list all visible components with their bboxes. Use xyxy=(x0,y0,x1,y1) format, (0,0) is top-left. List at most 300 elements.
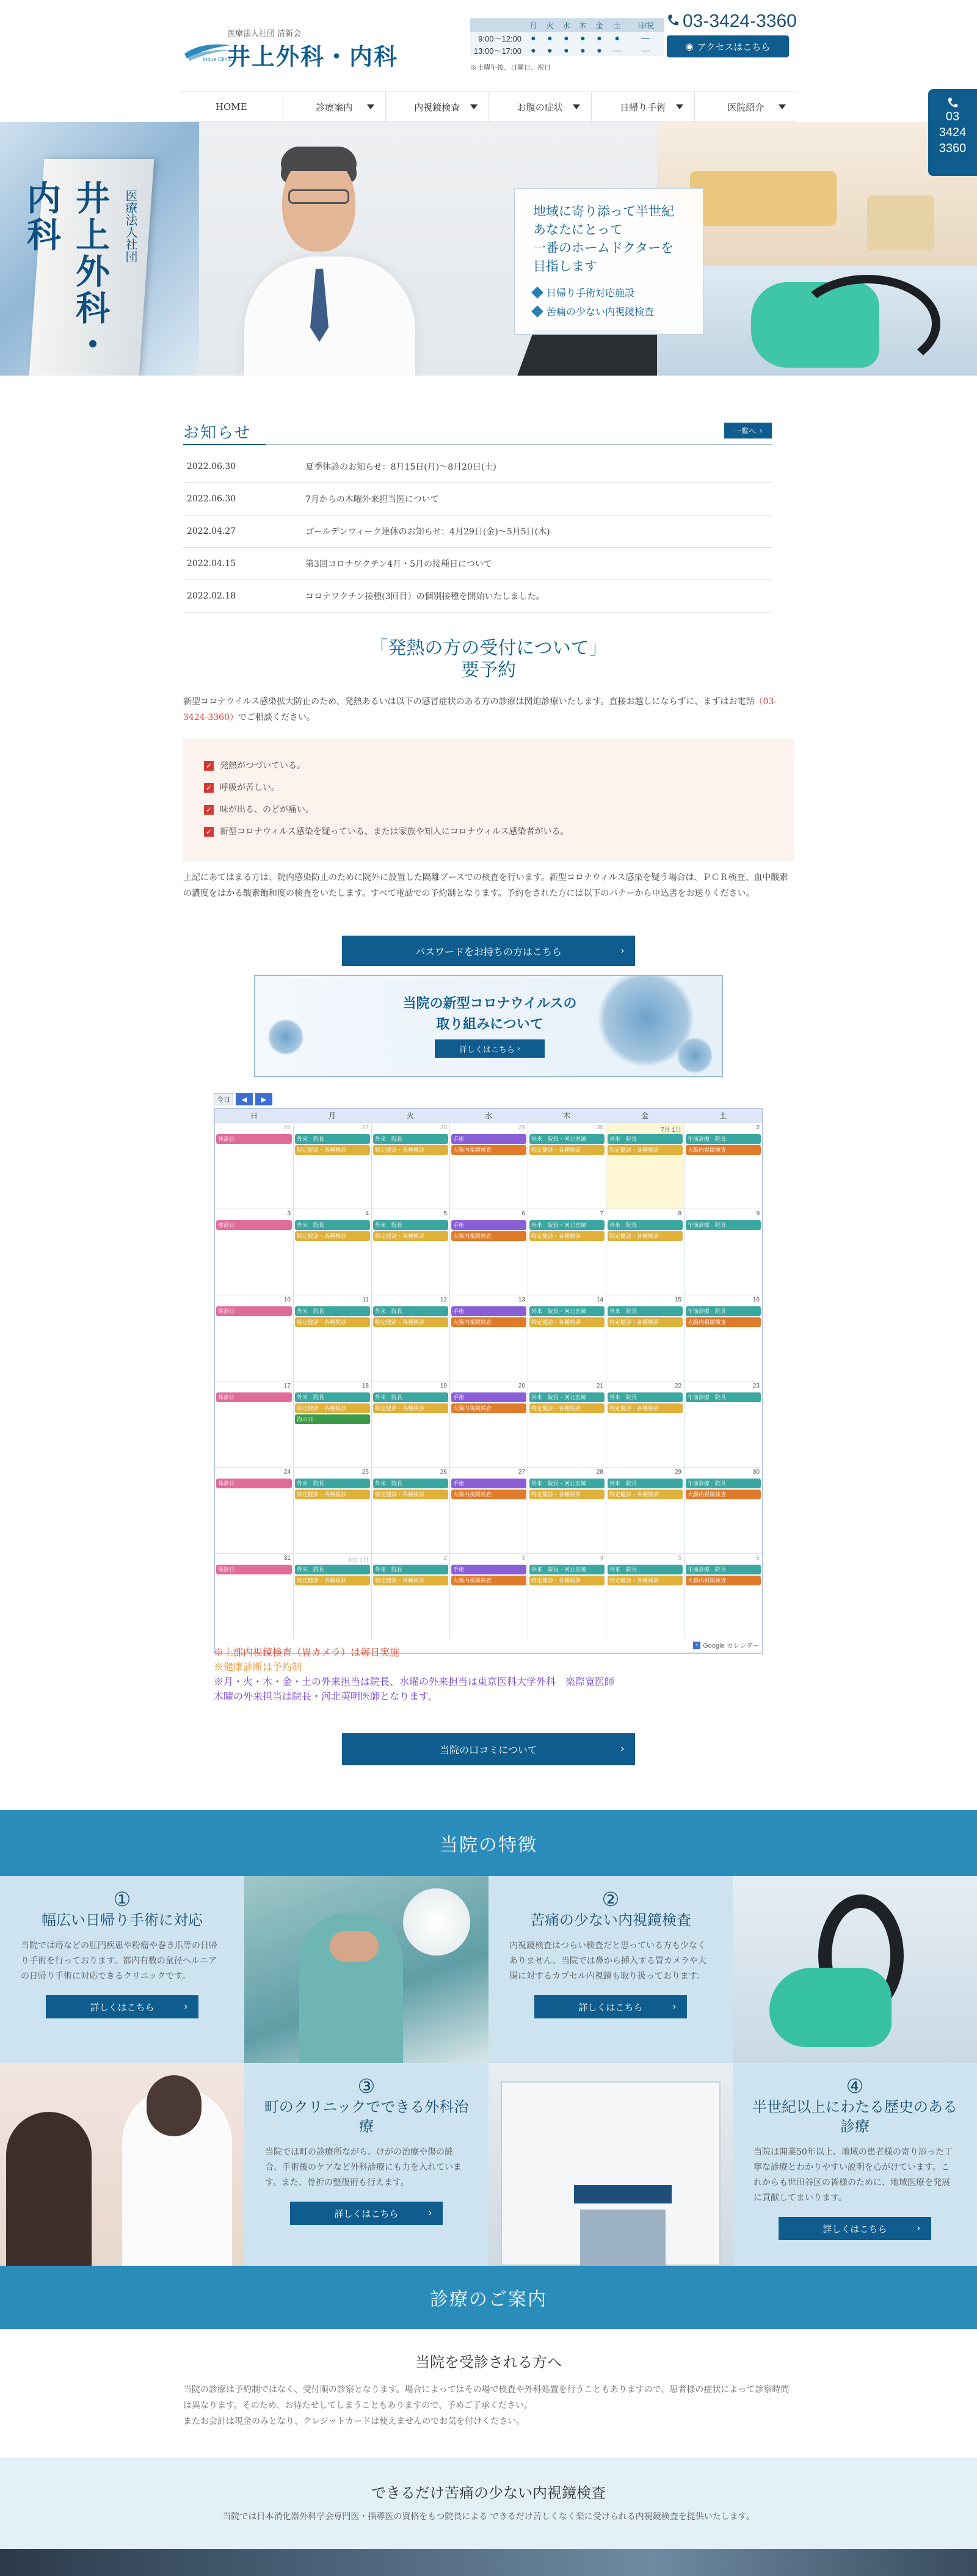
calendar-event[interactable]: 特定健診・各種検診 xyxy=(295,1145,370,1155)
calendar-week xyxy=(215,1295,762,1381)
calendar-day[interactable] xyxy=(215,1468,293,1553)
calendar-day[interactable] xyxy=(371,1209,449,1295)
calendar-week xyxy=(215,1467,762,1553)
calendar-day[interactable] xyxy=(293,1123,371,1209)
calendar-event[interactable]: 外来 院長 xyxy=(295,1479,370,1488)
office-hours-table xyxy=(470,18,664,56)
nurse-hair xyxy=(147,2075,202,2136)
nav-label: 日帰り手術 xyxy=(620,101,666,113)
day-number: 29 xyxy=(674,1469,681,1475)
calendar-event[interactable]: 特定健診・各種検診 xyxy=(608,1490,683,1499)
calendar-event[interactable]: 外来 院長 xyxy=(373,1134,448,1144)
calendar-event[interactable]: 特定健診・各種検診 xyxy=(373,1231,448,1241)
day-number: 28 xyxy=(596,1469,603,1475)
news-title: お知らせ xyxy=(183,424,252,442)
corona-banner-title xyxy=(255,993,723,1035)
day-number: 31 xyxy=(283,1555,291,1562)
calendar-day[interactable] xyxy=(371,1295,449,1381)
hours-day: 木 xyxy=(575,18,591,32)
feature-btn-label: 詳しくはこちら xyxy=(90,2001,154,2013)
calendar-weekdays xyxy=(215,1109,762,1122)
calendar-event[interactable]: 休診日 xyxy=(216,1479,292,1488)
calendar-event[interactable]: 特定健診・各種検診 xyxy=(608,1145,683,1155)
side-tel-part: 3360 xyxy=(939,142,967,155)
calendar-day[interactable] xyxy=(371,1381,449,1467)
calendar-event[interactable]: 午前診療 院長 xyxy=(686,1306,761,1316)
calendar-day[interactable] xyxy=(215,1381,293,1467)
hours-mark: ― xyxy=(627,44,664,56)
calendar-day[interactable] xyxy=(684,1468,762,1553)
calendar-day[interactable] xyxy=(684,1381,762,1467)
calendar-day[interactable] xyxy=(684,1295,762,1381)
calendar-event[interactable]: 手術 xyxy=(451,1134,526,1144)
day-number: 5 xyxy=(678,1555,681,1562)
chevron-right-icon: › xyxy=(672,2001,676,2012)
surgeon-face xyxy=(330,1931,379,1962)
day-number: 29 xyxy=(518,1124,525,1131)
calendar-event[interactable]: 特定健診・各種検診 xyxy=(608,1231,683,1241)
feature-card-1 xyxy=(0,1876,244,2063)
calendar-event[interactable]: 外来 院長 xyxy=(373,1392,448,1402)
calendar-event[interactable]: 大腸内視鏡検査 xyxy=(451,1231,526,1241)
calendar-event[interactable]: 手術 xyxy=(451,1220,526,1230)
weekday: 木 xyxy=(562,1112,570,1120)
hero-feature xyxy=(533,285,685,299)
news-date: 2022.06.30 xyxy=(187,494,236,504)
calendar-day[interactable] xyxy=(606,1381,684,1467)
fever-tel[interactable]: （03-3424-3360） xyxy=(183,697,777,722)
calendar-day[interactable] xyxy=(684,1209,762,1295)
chevron-right-icon: › xyxy=(517,1044,521,1053)
header-phone-number[interactable]: 03-3424-3360 xyxy=(683,11,797,31)
day-number: 6 xyxy=(756,1555,760,1562)
calendar-event[interactable]: 外来 院長 xyxy=(608,1479,683,1488)
calendar-event[interactable]: 休診日 xyxy=(216,1134,292,1144)
chevron-right-icon: › xyxy=(184,2001,187,2012)
calendar-day[interactable] xyxy=(606,1209,684,1295)
caret-down-icon xyxy=(470,104,478,109)
calendar-event[interactable]: 外来 院長 xyxy=(373,1479,448,1488)
logo-title[interactable]: 井上外科・内科 xyxy=(227,43,399,70)
nav-services[interactable] xyxy=(283,92,387,122)
hero-feature-label: 日帰り手術対応施設 xyxy=(547,287,635,299)
day-number: 21 xyxy=(596,1383,603,1389)
caret-down-icon xyxy=(676,104,683,109)
calendar-next-button[interactable] xyxy=(255,1093,272,1105)
calendar-event[interactable]: 手術 xyxy=(451,1565,526,1574)
calendar-event[interactable]: 大腸内視鏡検査 xyxy=(451,1403,526,1413)
nav-day-surgery[interactable] xyxy=(592,92,695,122)
calendar-event[interactable]: 休診日 xyxy=(216,1306,292,1316)
check-icon: ✓ xyxy=(204,827,214,837)
calendar-event[interactable]: 特定健診・各種検診 xyxy=(529,1317,605,1327)
calendar-event[interactable]: 外来 院長・河北医師 xyxy=(529,1479,605,1488)
hours-day: 火 xyxy=(542,18,558,32)
access-button-label: アクセスはこちら xyxy=(697,42,771,53)
news-item[interactable] xyxy=(183,451,772,483)
weekday: 日 xyxy=(250,1112,258,1120)
calendar-event[interactable]: 外来 院長 xyxy=(295,1134,370,1144)
nav-label: 医院紹介 xyxy=(727,101,765,113)
calendar-event[interactable]: 外来 院長 xyxy=(295,1220,370,1230)
calendar-event[interactable]: 特定健診・各種検診 xyxy=(295,1403,370,1413)
nav-symptoms[interactable] xyxy=(489,92,592,122)
calendar-event[interactable]: 手術 xyxy=(451,1479,526,1488)
calendar-day[interactable] xyxy=(215,1295,293,1381)
hero-feature-label: 苦痛の少ない内視鏡検査 xyxy=(547,306,655,318)
calendar-event[interactable]: 大腸内視鏡検査 xyxy=(451,1576,526,1585)
calendar-grid xyxy=(214,1108,763,1654)
calendar-day[interactable] xyxy=(528,1295,606,1381)
nav-about[interactable] xyxy=(695,92,797,122)
calendar-event[interactable]: 外来 院長 xyxy=(608,1392,683,1402)
day-number: 27 xyxy=(518,1469,525,1475)
calendar-note: ※上部内視鏡検査（胃カメラ）は毎日実施 xyxy=(214,1646,400,1658)
calendar-event[interactable]: 特定健診・各種検診 xyxy=(373,1403,448,1413)
calendar-event[interactable]: 特定健診・各種検診 xyxy=(373,1145,448,1155)
hours-mark: ― xyxy=(627,32,664,44)
calendar-day[interactable] xyxy=(293,1554,371,1639)
diamond-bullet-icon xyxy=(531,305,543,318)
calendar-day[interactable] xyxy=(528,1468,606,1553)
day-number: 18 xyxy=(361,1383,369,1389)
hours-mark: ● xyxy=(575,32,591,44)
calendar-day[interactable] xyxy=(606,1468,684,1553)
nav-home[interactable] xyxy=(180,92,283,122)
reviews-button-label: 当院の口コミについて xyxy=(440,1744,537,1756)
feature-number: ① xyxy=(113,1888,131,1911)
feature-details-button[interactable] xyxy=(534,1995,687,2018)
corona-details-button[interactable] xyxy=(435,1039,545,1058)
news-text: 第3回コロナワクチン4月・5月の接種日について xyxy=(305,559,492,569)
day-number: 16 xyxy=(752,1297,760,1303)
fever-intro-end: でご相談ください。 xyxy=(238,713,315,722)
plus-icon: + xyxy=(693,1642,700,1649)
day-number: 9 xyxy=(756,1210,760,1217)
news-item[interactable] xyxy=(183,515,772,548)
symptom-text: 呼吸が苦しい。 xyxy=(220,783,280,793)
side-phone-tab[interactable] xyxy=(928,89,977,176)
calendar-event[interactable]: 外来 院長 xyxy=(608,1134,683,1144)
map-pin-icon: ◉ xyxy=(685,42,694,52)
calendar-event[interactable]: 午前診療 院長 xyxy=(686,1220,761,1230)
calendar-today-button[interactable]: 今日 xyxy=(214,1093,233,1105)
guide-text-line: またお会計は現金のみとなり、クレジットカードは使えませんのでお気を付けください。 xyxy=(183,2417,525,2426)
hours-day: 日/祝 xyxy=(627,18,664,32)
calendar-day[interactable] xyxy=(606,1123,684,1209)
symptom-item xyxy=(204,821,773,843)
feature-desc: 内視鏡検査はつらい検査だと思っている方も少なくありません。当院では鼻から挿入する胃カメラや大腸に対するカプセル内視鏡も取り扱っております。 xyxy=(509,1941,706,1981)
glove xyxy=(769,1968,892,2047)
calendar-event[interactable]: 大腸内視鏡検査 xyxy=(686,1576,761,1585)
hours-mark: ● xyxy=(591,32,608,44)
calendar-event[interactable]: 海の日 xyxy=(295,1414,370,1424)
chevron-right-icon: › xyxy=(620,945,624,956)
day-number: 27 xyxy=(361,1124,369,1131)
calendar-event[interactable]: 外来 院長・河北医師 xyxy=(529,1565,605,1574)
calendar-event[interactable]: 特定健診・各種検診 xyxy=(529,1576,605,1585)
hours-mark: ● xyxy=(542,44,558,56)
calendar-event[interactable]: 特定健診・各種検診 xyxy=(608,1576,683,1585)
hero-message-box xyxy=(514,188,703,335)
calendar-day[interactable] xyxy=(449,1381,528,1467)
calendar-event[interactable]: 大腸内視鏡検査 xyxy=(451,1317,526,1327)
calendar-day[interactable] xyxy=(449,1209,528,1295)
nurse-photo xyxy=(0,2063,244,2266)
calendar-event[interactable]: 午前診療 院長 xyxy=(686,1479,761,1488)
feature-details-button[interactable] xyxy=(779,2217,931,2240)
day-number: 11 xyxy=(362,1297,369,1303)
virus-icon xyxy=(677,1037,713,1074)
news-text: ゴールデンウィーク連休のお知らせ：4月29日(金)～5月5日(木) xyxy=(305,527,550,537)
calendar-day[interactable] xyxy=(293,1381,371,1467)
calendar-event[interactable]: 午前診療 院長 xyxy=(686,1392,761,1402)
corona-btn-label: 詳しくはこちら xyxy=(459,1045,515,1055)
reviews-button[interactable] xyxy=(342,1733,635,1765)
calendar-day[interactable] xyxy=(606,1295,684,1381)
logo-english: Inoue Clinic xyxy=(203,56,232,62)
hero-message-line: 一番のホームドクターを xyxy=(533,241,674,255)
calendar-event[interactable]: 外来 院長 xyxy=(295,1306,370,1316)
day-number: 19 xyxy=(440,1383,447,1389)
chevron-right-icon: › xyxy=(917,2223,920,2233)
calendar-event[interactable]: 手術 xyxy=(451,1306,526,1316)
feature-details-button[interactable] xyxy=(290,2202,443,2225)
check-icon: ✓ xyxy=(204,761,214,771)
calendar-notes xyxy=(214,1645,788,1704)
sign-subtext: 医療法人社団 xyxy=(123,189,138,263)
calendar-event[interactable]: 特定健診・各種検診 xyxy=(608,1317,683,1327)
calendar-toolbar xyxy=(214,1093,272,1107)
calendar-day[interactable] xyxy=(449,1554,528,1639)
feature-title: 幅広い日帰り手術に対応 xyxy=(42,1912,203,1929)
hours-time: 9:00〜12:00 xyxy=(470,32,525,44)
feature-card-2 xyxy=(488,1876,733,2063)
calendar-event[interactable]: 特定健診・各種検診 xyxy=(373,1317,448,1327)
calendar-event[interactable]: 特定健診・各種検診 xyxy=(529,1490,605,1499)
surgical-lamp xyxy=(403,1888,470,1956)
hours-day: 水 xyxy=(558,18,575,32)
endoscopy-section xyxy=(0,2458,977,2549)
hours-mark: ● xyxy=(591,44,608,56)
building-sign xyxy=(574,2185,672,2203)
calendar-event[interactable]: 大腸内視鏡検査 xyxy=(686,1490,761,1499)
calendar-event[interactable]: 大腸内視鏡検査 xyxy=(451,1145,526,1155)
day-number: 5 xyxy=(443,1210,447,1217)
symptom-item xyxy=(204,755,773,777)
feature-desc: 当院では痔などの肛門疾患や粉瘤や巻き爪等の日帰り手術を行っております。都内有数の鼠径ヘルニアの日帰り手術に対応できるクリニックです。 xyxy=(21,1941,217,1981)
calendar-event[interactable]: 外来 院長 xyxy=(608,1565,683,1574)
day-number: 24 xyxy=(283,1469,291,1475)
calendar-week xyxy=(215,1209,762,1295)
day-number: 10 xyxy=(283,1297,291,1303)
fever-title-line1: 「発熱の方の受付について」 xyxy=(369,638,608,659)
calendar-event[interactable]: 外来 院長・河北医師 xyxy=(529,1220,605,1230)
weekday: 金 xyxy=(641,1112,648,1120)
calendar-event[interactable]: 特定健診・各種検診 xyxy=(295,1576,370,1585)
calendar-day[interactable] xyxy=(528,1554,606,1639)
news-date: 2022.02.18 xyxy=(187,591,236,601)
caret-down-icon xyxy=(367,104,374,109)
chevron-right-icon: › xyxy=(620,1744,624,1754)
calendar-day[interactable] xyxy=(528,1209,606,1295)
main-nav xyxy=(180,92,797,122)
calendar-event[interactable]: 外来 院長 xyxy=(295,1392,370,1402)
calendar-event[interactable]: 特定健診・各種検診 xyxy=(295,1317,370,1327)
calendar-event[interactable]: 休診日 xyxy=(216,1392,292,1402)
day-number: 23 xyxy=(752,1383,760,1389)
calendar-event[interactable]: 外来 院長 xyxy=(373,1220,448,1230)
news-item[interactable] xyxy=(183,548,772,580)
sign-text: 井上外科・内科 xyxy=(21,180,111,363)
calendar-day[interactable] xyxy=(449,1123,528,1209)
nav-label: お腹の症状 xyxy=(517,101,563,113)
phone-icon xyxy=(667,13,679,27)
calendar-day[interactable] xyxy=(606,1554,684,1639)
day-number: 14 xyxy=(596,1297,603,1303)
feature-title: 町のクリニックでできる外科治療 xyxy=(264,2098,469,2135)
day-number: 12 xyxy=(440,1297,447,1303)
calendar-day[interactable] xyxy=(293,1209,371,1295)
corona-title-line1: 当院の新型コロナウイルスの xyxy=(402,995,577,1011)
day-number: 30 xyxy=(596,1124,603,1131)
hours-time: 13:00〜17:00 xyxy=(470,44,525,56)
calendar-event[interactable]: 手術 xyxy=(451,1392,526,1402)
hero-message-line: 地域に寄り添って半世紀 xyxy=(533,204,674,219)
calendar-day[interactable] xyxy=(371,1554,449,1639)
calendar-event[interactable]: 特定健診・各種検診 xyxy=(295,1490,370,1499)
feature-title: 苦痛の少ない内視鏡検査 xyxy=(530,1912,691,1929)
calendar-event[interactable]: 大腸内視鏡検査 xyxy=(451,1490,526,1499)
calendar-event[interactable]: 外来 院長・河北医師 xyxy=(529,1134,605,1144)
calendar-event[interactable]: 休診日 xyxy=(216,1565,292,1574)
symptom-text: 発熱がつづいている。 xyxy=(220,761,305,771)
feature-card-4 xyxy=(733,2063,977,2266)
news-divider xyxy=(183,444,772,445)
day-number: 7 xyxy=(600,1210,603,1217)
guide-heading: 診療のご案内 xyxy=(0,2266,977,2329)
patient-figure xyxy=(6,2112,92,2266)
feature-title: 半世紀以上にわたる歴史のある診療 xyxy=(752,2098,957,2135)
calendar-event[interactable]: 外来 院長・河北医師 xyxy=(529,1306,605,1316)
endoscopy-section-title: できるだけ苦痛の少ない内視鏡検査 xyxy=(371,2484,606,2501)
day-number: 4 xyxy=(365,1210,369,1217)
news-item[interactable] xyxy=(183,580,772,613)
calendar-event[interactable]: 午前診療 院長 xyxy=(686,1565,761,1574)
day-number: 4 xyxy=(600,1555,603,1562)
more-label: 一覧へ xyxy=(733,426,756,435)
calendar-day[interactable] xyxy=(684,1123,762,1209)
chevron-right-icon: › xyxy=(760,426,762,435)
password-button[interactable] xyxy=(342,936,635,966)
check-icon: ✓ xyxy=(204,783,214,793)
calendar-day[interactable] xyxy=(215,1554,293,1639)
calendar-event[interactable]: 特定健診・各種検診 xyxy=(373,1490,448,1499)
phone-icon xyxy=(946,96,959,109)
calendar-day[interactable] xyxy=(528,1123,606,1209)
feature-number: ② xyxy=(601,1888,620,1911)
news-more-button[interactable] xyxy=(724,423,772,438)
news-list xyxy=(183,451,772,613)
calendar-day[interactable] xyxy=(449,1468,528,1553)
symptom-box xyxy=(183,739,794,861)
calendar-event[interactable]: 大腸内視鏡検査 xyxy=(686,1317,761,1327)
day-number: 15 xyxy=(674,1297,681,1303)
hours-mark: ● xyxy=(608,32,627,44)
calendar-event[interactable]: 外来 院長 xyxy=(373,1565,448,1574)
calendar-event[interactable]: 休診日 xyxy=(216,1220,292,1230)
hours-mark: ● xyxy=(558,44,575,56)
calendar-day[interactable] xyxy=(293,1468,371,1553)
caret-down-icon xyxy=(779,104,786,109)
calendar-day[interactable] xyxy=(371,1468,449,1553)
news-text: 7月からの木曜外来担当医について xyxy=(305,495,439,504)
day-number: 2 xyxy=(756,1124,760,1131)
calendar-prev-button[interactable] xyxy=(236,1093,253,1105)
news-item[interactable] xyxy=(183,483,772,515)
calendar-day[interactable] xyxy=(449,1295,528,1381)
calendar-event[interactable]: 特定健診・各種検診 xyxy=(295,1231,370,1241)
calendar-event[interactable]: 特定健診・各種検診 xyxy=(608,1403,683,1413)
calendar-day[interactable] xyxy=(215,1123,293,1209)
corona-banner[interactable] xyxy=(254,975,723,1077)
calendar-event[interactable]: 外来 院長 xyxy=(295,1565,370,1574)
fever-section-title xyxy=(183,638,794,682)
calendar-day[interactable] xyxy=(528,1381,606,1467)
endoscopy-section-text: 当院では日本消化器外科学会専門医・指導医の資格をもつ院長による できるだけ苦しくなく楽に受けられる内視鏡検査を提供いたします。 xyxy=(222,2512,755,2522)
waiting-sofa xyxy=(690,171,837,226)
endoscope-photo xyxy=(733,1876,977,2063)
calendar-event[interactable]: 外来 院長 xyxy=(373,1306,448,1316)
calendar-day[interactable] xyxy=(215,1209,293,1295)
password-button-label: パスワードをお持ちの方はこちら xyxy=(415,945,562,958)
calendar-event[interactable]: 外来 院長 xyxy=(608,1220,683,1230)
chevron-right-icon: ▶ xyxy=(261,1096,267,1104)
day-number: 8 xyxy=(678,1210,681,1217)
calendar-day[interactable] xyxy=(684,1554,762,1639)
hours-mark: ● xyxy=(575,44,591,56)
calendar-day[interactable] xyxy=(371,1123,449,1209)
nav-endoscopy[interactable] xyxy=(386,92,489,122)
chevron-left-icon: ◀ xyxy=(241,1096,247,1104)
nav-label: HOME xyxy=(215,101,247,112)
hero-feature xyxy=(533,304,685,318)
calendar-event[interactable]: 特定健診・各種検診 xyxy=(373,1576,448,1585)
calendar-event[interactable]: 外来 院長・河北医師 xyxy=(529,1392,605,1402)
surgeon-photo xyxy=(244,1876,488,2063)
symptom-item xyxy=(204,777,773,799)
symptom-text: 味が出る、のどが痛い。 xyxy=(220,805,314,815)
day-number: 6 xyxy=(521,1210,525,1217)
hours-corner xyxy=(470,18,525,32)
calendar-event[interactable]: 午前診療 院長 xyxy=(686,1134,761,1144)
day-number: 20 xyxy=(518,1383,525,1389)
access-button[interactable] xyxy=(667,35,789,57)
calendar-week xyxy=(215,1553,762,1639)
fever-title-line2: 要予約 xyxy=(461,660,516,681)
calendar-event[interactable]: 大腸内視鏡検査 xyxy=(686,1145,761,1155)
calendar-event[interactable]: 特定健診・各種検診 xyxy=(529,1145,605,1155)
hero-banner xyxy=(0,122,977,376)
calendar-event[interactable]: 外来 院長 xyxy=(608,1306,683,1316)
corona-title-line2: 取り組みについて xyxy=(436,1016,543,1032)
doctor-hair-top xyxy=(281,147,357,171)
calendar-day[interactable] xyxy=(293,1295,371,1381)
feature-details-button[interactable] xyxy=(46,1995,198,2018)
calendar-event[interactable]: 特定健診・各種検診 xyxy=(529,1403,605,1413)
calendar-event[interactable]: 特定健診・各種検診 xyxy=(529,1231,605,1241)
building-entrance xyxy=(580,2210,666,2266)
